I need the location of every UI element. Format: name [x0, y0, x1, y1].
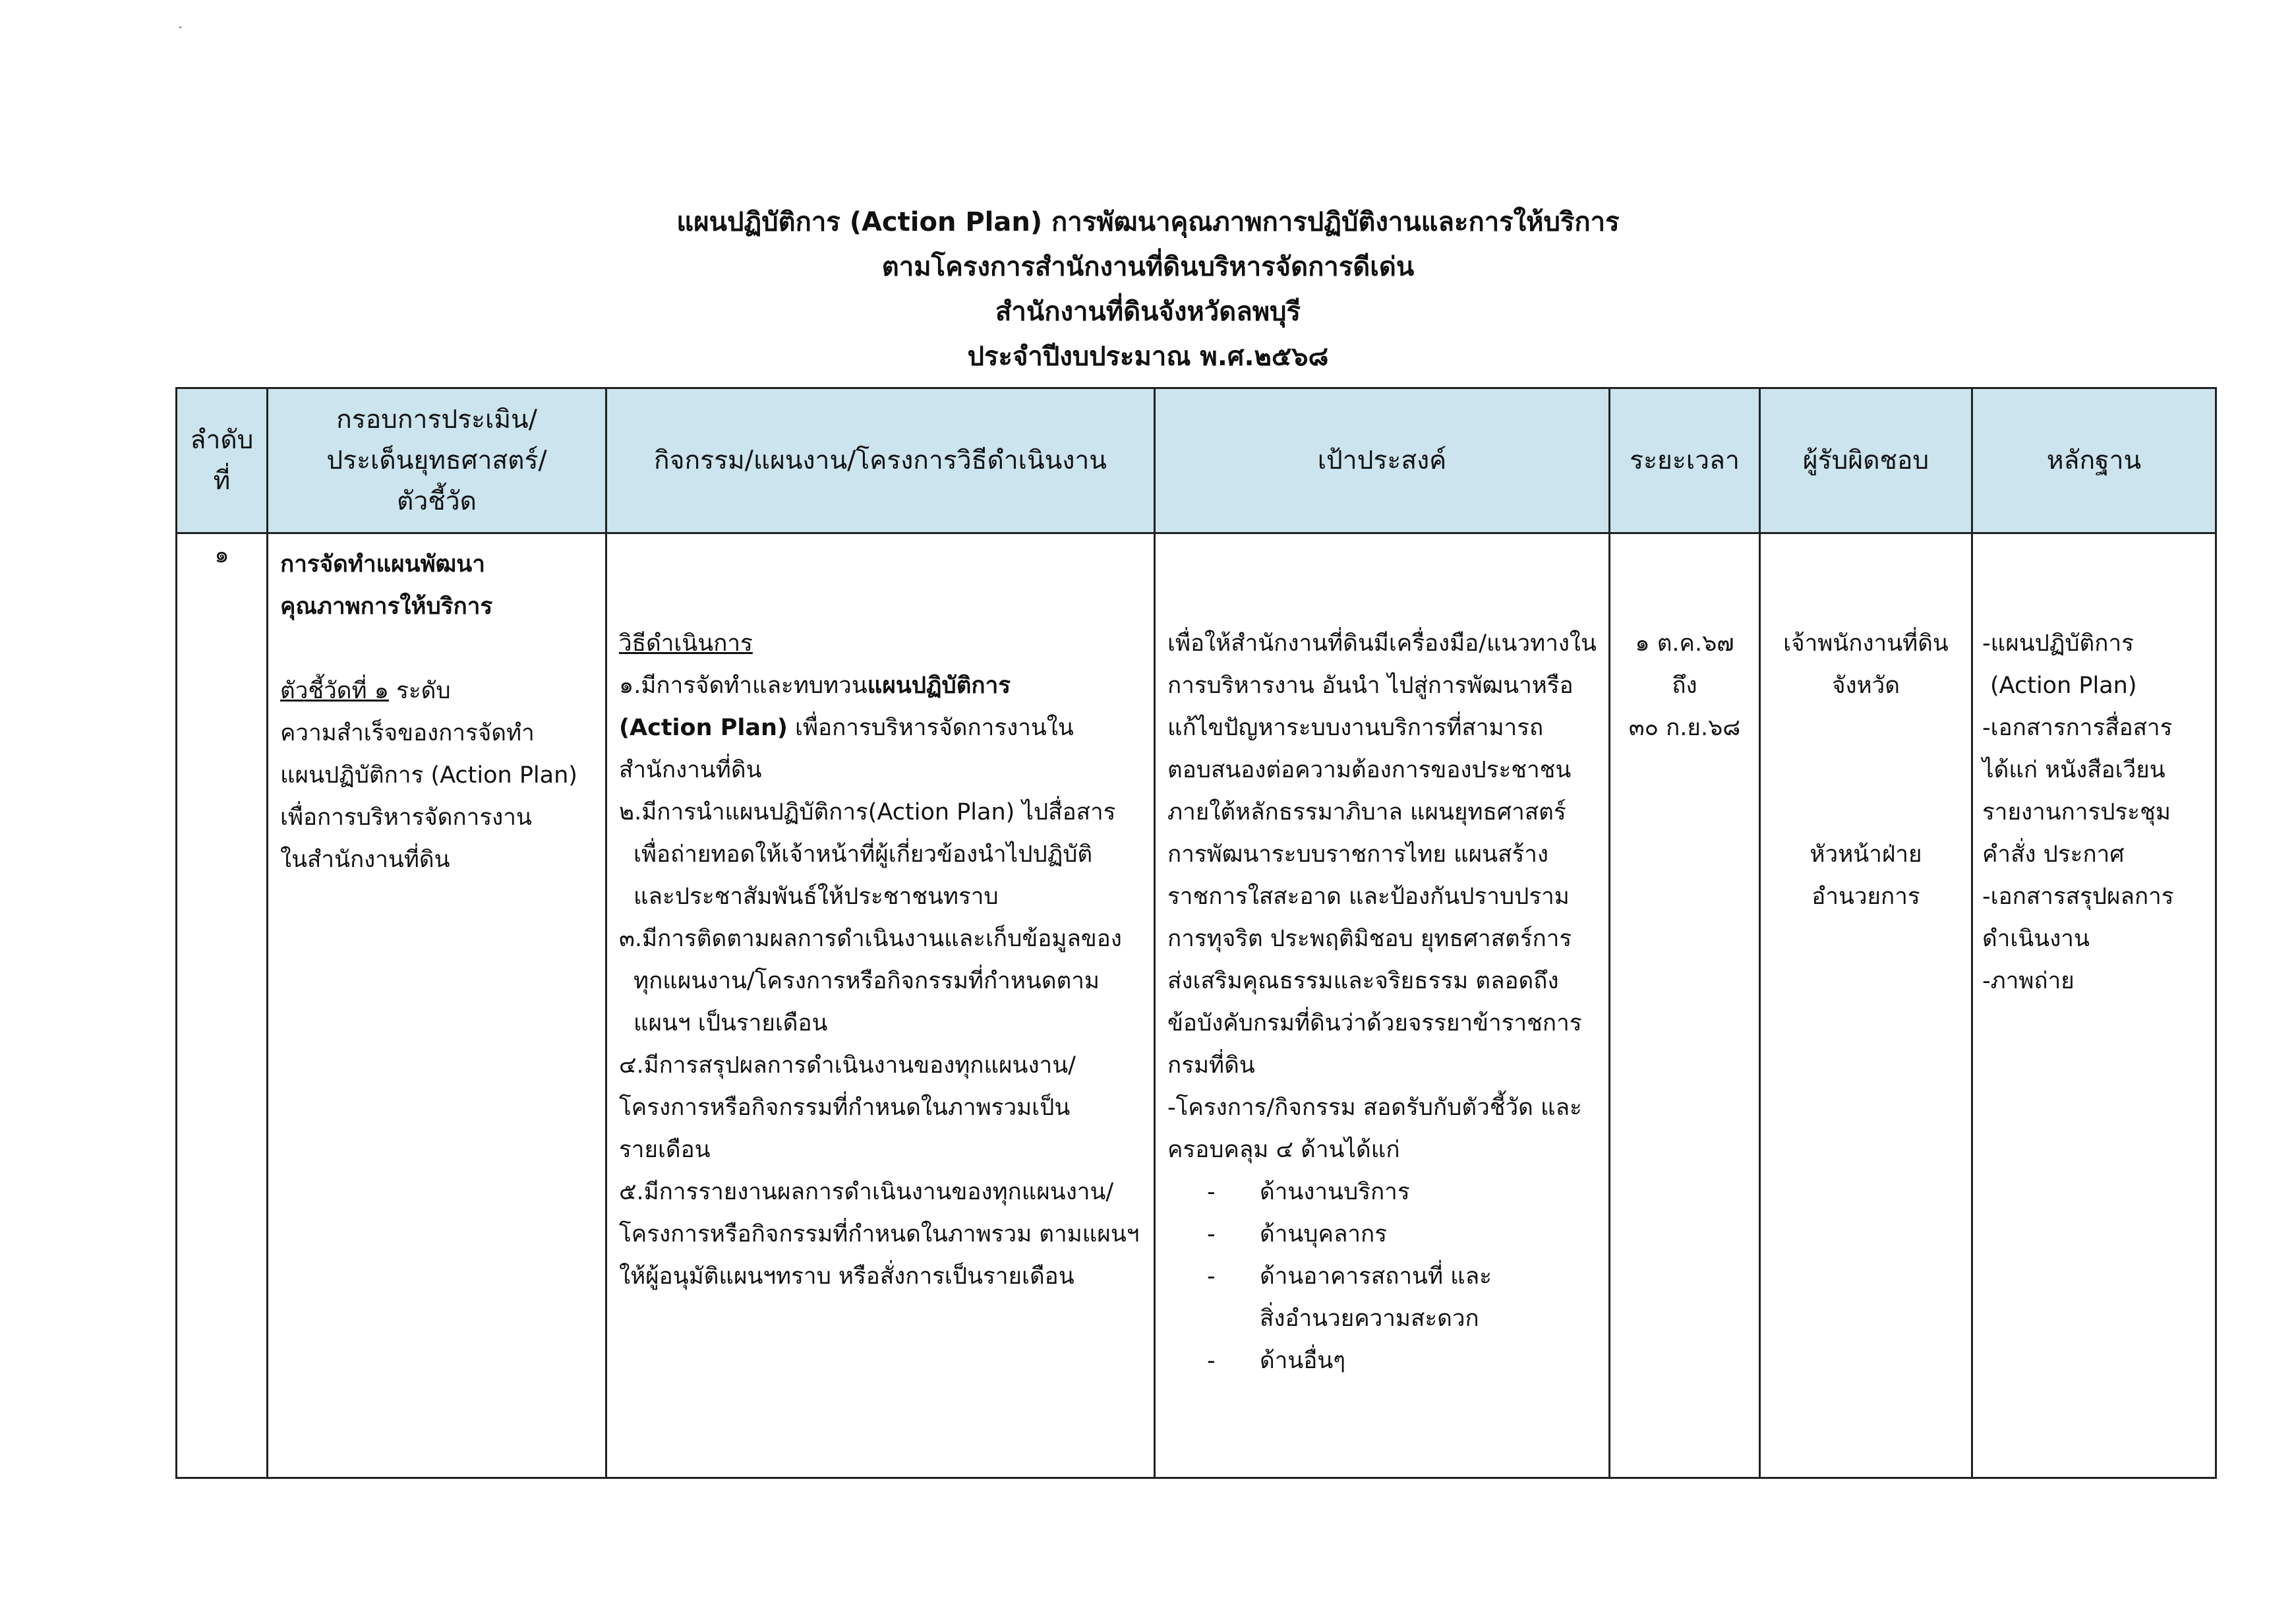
goal-line: ราชการใสสะอาด และป้องกันปราบปราม [1167, 884, 1570, 910]
activity-cell [606, 533, 1155, 1478]
step-2-line1: ๒.มีการนำแผนปฏิบัติการ(Action Plan) ไปสื่อสาร [619, 799, 1116, 825]
title-line-2: ตามโครงการสำนักงานที่ดินบริหารจัดการดีเด่น [881, 252, 1415, 282]
step-1-text-c: สำนักงานที่ดิน [619, 757, 762, 783]
step-4-line1: ๔.มีการสรุปผลการดำเนินงานของทุกแผนงาน/ [619, 1052, 1076, 1079]
table-row [177, 533, 2216, 1478]
step-5-line1: ๕.มีการรายงานผลการดำเนินงานของทุกแผนงาน/ [619, 1179, 1114, 1205]
goal-line: การบริหารงาน อันนำ ไปสู่การพัฒนาหรือ [1167, 673, 1574, 699]
indicator-rest: ระดับ [388, 678, 451, 704]
step-2-line2: เพื่อถ่ายทอดให้เจ้าหน้าที่ผู้เกี่ยวข้องนำไปปฏิบัติ [633, 841, 1093, 868]
step-4 [619, 1044, 1142, 1171]
header-order-line1: ลำดับ [190, 425, 254, 455]
header-activity: กิจกรรม/แผนงาน/โครงการวิธีดำเนินงาน [606, 388, 1155, 533]
responsible-1-line1: เจ้าพนักงานที่ดิน [1783, 630, 1949, 657]
title-line-1: แผนปฏิบัติการ (Action Plan) การพัฒนาคุณภาพการปฏิบัติงานและการให้บริการ [676, 207, 1620, 237]
row-order: ๑ [214, 542, 229, 568]
header-order [177, 388, 268, 533]
goal-line: -โครงการ/กิจกรรม สอดรับกับตัวชี้วัด และ [1167, 1094, 1582, 1121]
step-2-line3: และประชาสัมพันธ์ให้ประชาชนทราบ [633, 884, 999, 910]
goal-line: ส่งเสริมคุณธรรมและจริยธรรม ตลอดถึง [1167, 968, 1559, 994]
framework-heading-line1: การจัดทำแผนพัฒนา [280, 551, 485, 578]
method-label: วิธีดำเนินการ [619, 630, 753, 657]
evidence-line: -เอกสารการสื่อสาร [1982, 715, 2173, 741]
header-period: ระยะเวลา [1610, 388, 1760, 533]
goal-line: การทุจริต ประพฤติมิชอบ ยุทธศาสตร์การ [1167, 926, 1572, 952]
header-evidence: หลักฐาน [1972, 388, 2216, 533]
indicator-title [280, 670, 593, 712]
indicator-line: แผนปฏิบัติการ (Action Plan) [280, 762, 577, 789]
goal-line: ตอบสนองต่อความต้องการของประชาชน [1167, 757, 1572, 783]
header-goal: เป้าประสงค์ [1155, 388, 1610, 533]
period-cell [1610, 533, 1760, 1478]
header-framework-line3: ตัวชี้วัด [397, 486, 477, 516]
step-3-line2: ทุกแผนงาน/โครงการหรือกิจกรรมที่กำหนดตาม [633, 968, 1100, 994]
framework-cell [268, 533, 606, 1478]
step-4-line3: รายเดือน [619, 1137, 711, 1163]
list-item: - ด้านอาคารสถานที่ และ สิ่งอำนวยความสะดวก [1207, 1263, 1492, 1332]
step-1 [619, 665, 1142, 791]
goal-line: ภายใต้หลักธรรมาภิบาล แผนยุทธศาสตร์ [1167, 799, 1566, 825]
header-responsible: ผู้รับผิดชอบ [1760, 388, 1972, 533]
step-1-text: ๑.มีการจัดทำและทบทวน [619, 673, 868, 699]
header-framework [268, 388, 606, 533]
step-2 [619, 791, 1142, 918]
step-1-bold-action-plan: (Action Plan) [619, 715, 788, 741]
evidence-line: คำสั่ง ประกาศ [1982, 841, 2125, 868]
indicator-line: เพื่อการบริหารจัดการงาน [280, 804, 532, 831]
evidence-line: (Action Plan) [1990, 673, 2137, 699]
title-line-4: ประจำปีงบประมาณ พ.ศ.๒๕๖๘ [967, 342, 1329, 372]
header-framework-line2: ประเด็นยุทธศาสตร์/ [326, 445, 547, 475]
responsible-1-line2: จังหวัด [1831, 673, 1900, 699]
indicator-label: ตัวชี้วัดที่ ๑ [280, 678, 389, 704]
period-to: ถึง [1672, 673, 1697, 699]
step-5 [619, 1171, 1142, 1298]
indicator-line: ในสำนักงานที่ดิน [280, 847, 450, 873]
framework-heading-line2: คุณภาพการให้บริการ [280, 593, 493, 620]
step-5-line2: โครงการหรือกิจกรรมที่กำหนดในภาพรวม ตามแผนฯ [619, 1221, 1140, 1247]
evidence-line: ดำเนินงาน [1982, 926, 2090, 952]
evidence-line: -เอกสารสรุปผลการ [1982, 884, 2174, 910]
action-plan-table [175, 387, 2217, 1479]
indicator-line: ความสำเร็จของการจัดทำ [280, 720, 535, 746]
evidence-line: -แผนปฏิบัติการ [1982, 630, 2134, 657]
period-start: ๑ ต.ค.๖๗ [1635, 630, 1734, 657]
list-item: - ด้านบุคลากร [1207, 1221, 1388, 1247]
goal-line: กรมที่ดิน [1167, 1052, 1255, 1079]
responsible-2-line1: หัวหน้าฝ่าย [1810, 841, 1922, 868]
period-end: ๓๐ ก.ย.๖๘ [1628, 715, 1741, 741]
step-3 [619, 918, 1142, 1044]
evidence-cell [1972, 533, 2216, 1478]
header-order-line2: ที่ [213, 465, 231, 496]
step-5-line3: ให้ผู้อนุมัติแผนฯทราบ หรือสั่งการเป็นรายเดือน [619, 1263, 1074, 1290]
goal-line: เพื่อให้สำนักงานที่ดินมีเครื่องมือ/แนวทางใน [1167, 630, 1597, 657]
service-area-list [1167, 1171, 1597, 1382]
responsible-cell [1760, 533, 1972, 1478]
responsible-2-line2: อำนวยการ [1811, 884, 1920, 910]
step-1-text-b: เพื่อการบริหารจัดการงานใน [787, 715, 1074, 741]
goal-line: การพัฒนาระบบราชการไทย แผนสร้าง [1167, 841, 1548, 868]
title-line-3: สำนักงานที่ดินจังหวัดลพบุรี [995, 297, 1301, 327]
list-item: - ด้านงานบริการ [1207, 1179, 1410, 1205]
header-framework-line1: กรอบการประเมิน/ [336, 404, 537, 434]
list-item: - ด้านอื่นๆ [1207, 1348, 1346, 1374]
goal-line: ข้อบังคับกรมที่ดินว่าด้วยจรรยาข้าราชการ [1167, 1010, 1582, 1036]
step-3-line1: ๓.มีการติดตามผลการดำเนินงานและเก็บข้อมูลของ [619, 926, 1122, 952]
evidence-line: รายงานการประชุม [1982, 799, 2171, 825]
step-1-bold-plan: แผนปฏิบัติการ [867, 673, 1011, 699]
document-title [0, 200, 2296, 379]
step-4-line2: โครงการหรือกิจกรรมที่กำหนดในภาพรวมเป็น [619, 1094, 1071, 1121]
scan-speck [179, 26, 181, 28]
step-3-line3: แผนฯ เป็นรายเดือน [633, 1010, 828, 1036]
goal-cell [1155, 533, 1610, 1478]
goal-line: ครอบคลุม ๔ ด้านได้แก่ [1167, 1137, 1400, 1163]
table-header-row [177, 388, 2216, 533]
evidence-line: ได้แก่ หนังสือเวียน [1982, 757, 2165, 783]
evidence-line: -ภาพถ่าย [1982, 968, 2075, 994]
row-order-cell [177, 533, 268, 1478]
goal-line: แก้ไขปัญหาระบบงานบริการที่สามารถ [1167, 715, 1544, 741]
